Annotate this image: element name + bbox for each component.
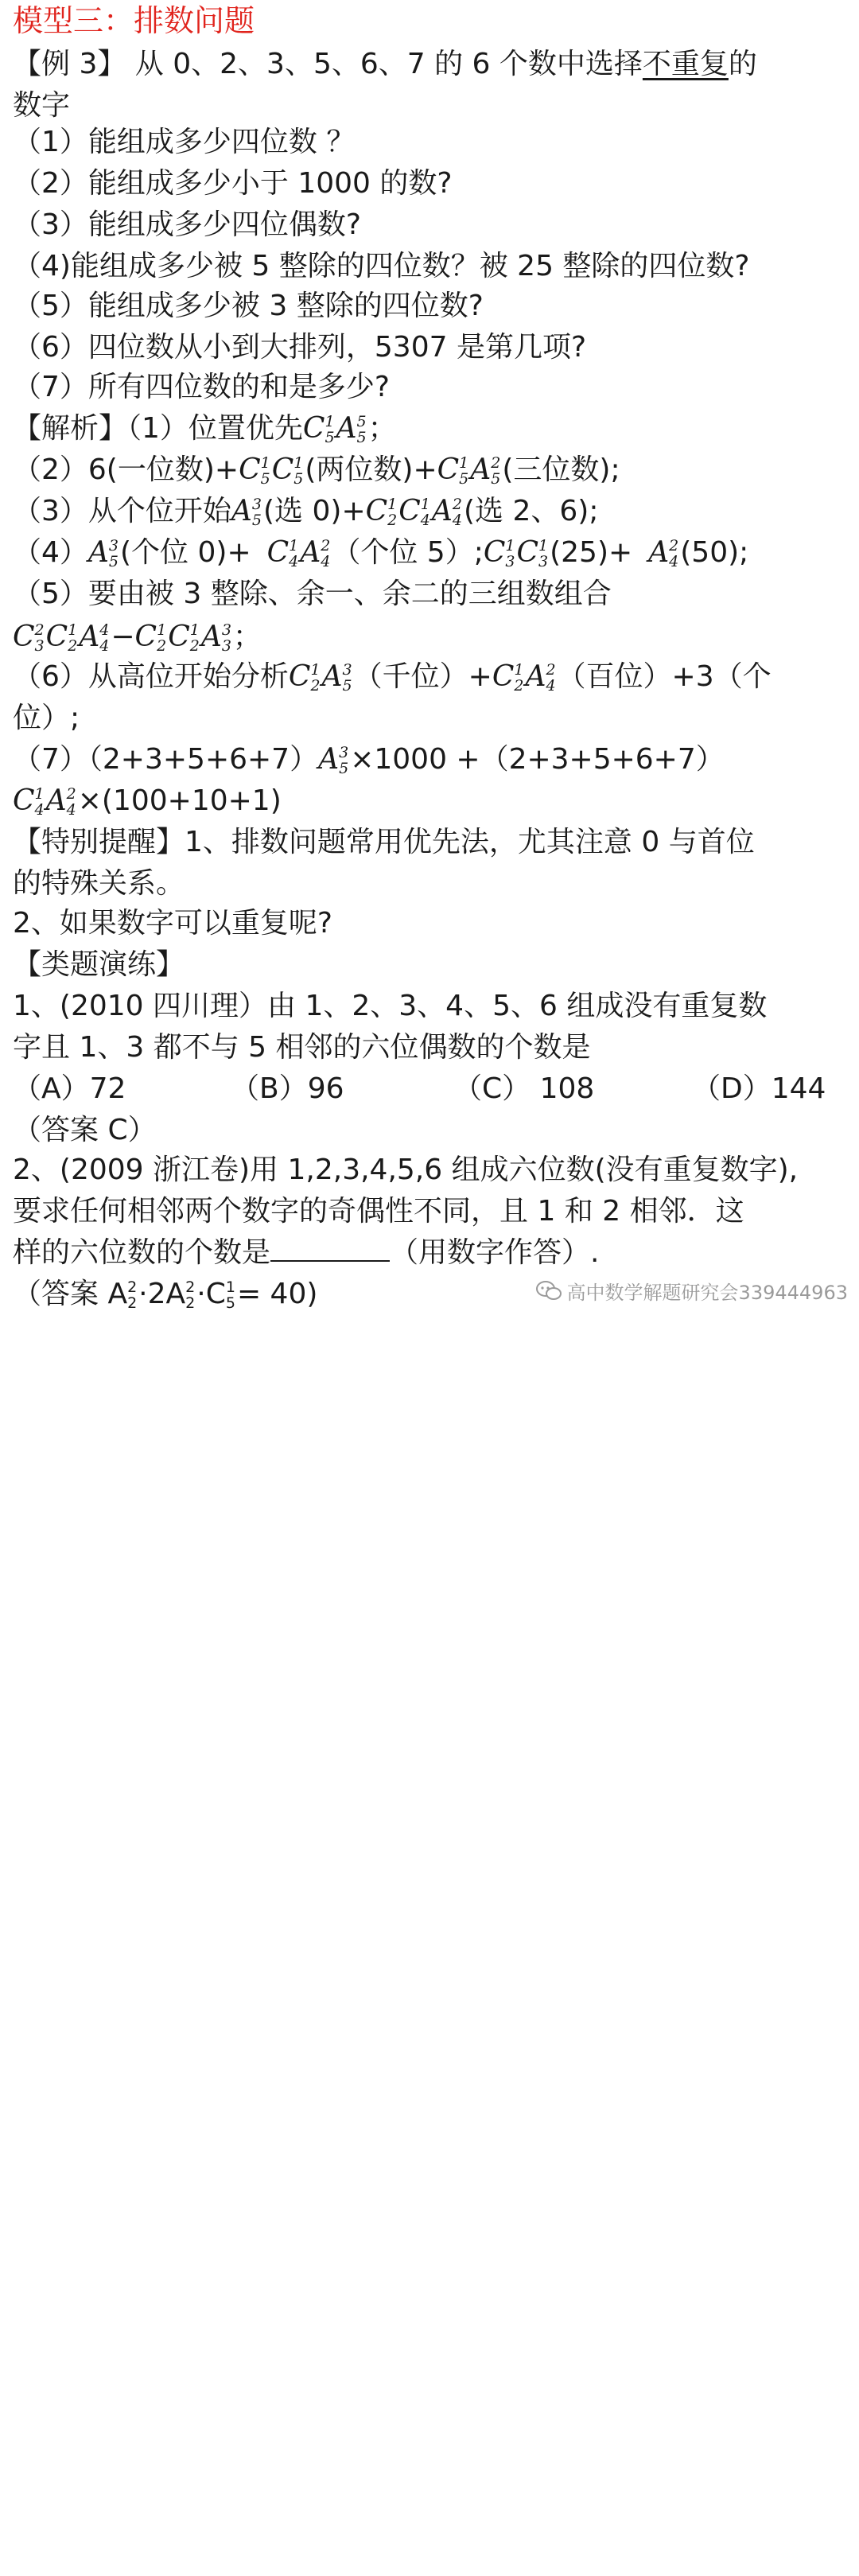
example-text-end: 的 xyxy=(728,48,757,80)
question-6: （6）四位数从小到大排列，5307 是第几项? xyxy=(13,331,587,364)
math-indices: 1 5 xyxy=(225,1278,235,1312)
answer-text: ·C xyxy=(196,1278,226,1310)
example-line-1 xyxy=(13,44,757,85)
math-symbol: C xyxy=(13,621,35,653)
math-symbol: C xyxy=(134,621,157,653)
answer-text: （答案 A xyxy=(13,1278,128,1310)
solution-7-cont xyxy=(13,780,282,822)
practice-q2-line-2: 要求任何相邻两个数字的奇偶性不同，且 1 和 2 相邻．这 xyxy=(13,1195,744,1228)
solution-3 xyxy=(13,491,598,532)
math-symbol: A xyxy=(318,743,340,776)
watermark xyxy=(535,1277,848,1305)
math-symbol: C xyxy=(398,495,421,527)
practice-q1-answer: （答案 C） xyxy=(13,1114,157,1146)
math-indices: 4 4 xyxy=(99,621,110,655)
math-indices: 2 4 xyxy=(452,496,462,529)
practice-q2-answer xyxy=(13,1274,317,1315)
answer-text: = 40) xyxy=(236,1278,318,1310)
math-indices: 2 4 xyxy=(321,537,331,570)
option-c: （C） 108 xyxy=(453,1072,595,1105)
question-text: 样的六位数的个数是 xyxy=(13,1236,271,1269)
question-3: （3）能组成多少四位偶数? xyxy=(13,208,362,241)
math-symbol: A xyxy=(300,536,321,569)
solution-text: (三位数); xyxy=(502,453,620,486)
math-indices: 1 5 xyxy=(325,413,335,446)
math-indices: 5 5 xyxy=(356,413,367,446)
math-symbol: C xyxy=(271,453,294,486)
math-symbol: A xyxy=(431,495,453,527)
question-text: （用数字作答）. xyxy=(390,1236,600,1269)
math-indices: 2 5 xyxy=(491,454,501,488)
math-indices: 1 2 xyxy=(157,621,167,655)
option-b: （B）96 xyxy=(231,1072,344,1105)
practice-heading: 【类题演练】 xyxy=(13,948,185,981)
question-7: （7）所有四位数的和是多少? xyxy=(13,371,391,403)
math-symbol: A xyxy=(45,784,67,817)
example-line-2: 数字 xyxy=(13,89,71,122)
math-indices: 2 2 xyxy=(127,1278,138,1312)
math-indices: 1 2 xyxy=(68,621,78,655)
solution-text: ×1000 +（2+3+5+6+7） xyxy=(350,743,725,776)
solution-text: （7）（2+3+5+6+7） xyxy=(13,743,319,776)
question-1: （1）能组成多少四位数 ？ xyxy=(13,126,356,158)
math-symbol: C xyxy=(45,621,68,653)
solution-text: ×(100+10+1) xyxy=(77,784,282,817)
underlined-keyword: 不重复 xyxy=(642,48,729,80)
math-indices: 1 5 xyxy=(260,454,270,488)
math-indices: 1 4 xyxy=(420,496,430,529)
practice-q1-line-2: 字且 1、3 都不与 5 相邻的六位偶数的个数是 xyxy=(13,1031,591,1064)
math-indices: 2 4 xyxy=(66,785,76,819)
solution-text: ； xyxy=(367,412,397,445)
math-symbol: A xyxy=(200,621,222,653)
math-indices: 3 5 xyxy=(108,537,119,570)
solution-text: （3）从个位开始 xyxy=(13,495,231,527)
math-symbol: A xyxy=(336,412,357,445)
answer-text: ·2A xyxy=(138,1278,186,1310)
math-indices: 2 2 xyxy=(185,1278,196,1312)
solution-6-cont: 位）; xyxy=(13,702,80,734)
math-symbol: C xyxy=(266,536,290,569)
math-symbol: C xyxy=(168,621,190,653)
math-indices: 1 2 xyxy=(387,496,398,529)
solution-1 xyxy=(13,408,397,449)
practice-q2-line-1: 2、(2009 浙江卷)用 1,2,3,4,5,6 组成六位数(没有重复数字), xyxy=(13,1154,799,1186)
solution-text: （个位 5）; xyxy=(332,536,484,569)
math-symbol: A xyxy=(321,660,343,693)
math-symbol: C xyxy=(492,660,515,693)
math-indices: 1 2 xyxy=(514,661,524,695)
math-symbol: A xyxy=(470,453,492,486)
question-5: （5）能组成多少被 3 整除的四位数? xyxy=(13,290,484,322)
math-symbol: A xyxy=(231,495,252,527)
math-indices: 3 3 xyxy=(221,621,231,655)
solution-2 xyxy=(13,449,620,491)
solution-text: (50); xyxy=(680,536,749,569)
question-2: （2）能组成多少小于 1000 的数? xyxy=(13,167,453,200)
math-indices: 2 4 xyxy=(669,537,679,570)
math-symbol: C xyxy=(437,453,460,486)
math-symbol: A xyxy=(87,536,109,569)
minus-sign: − xyxy=(111,621,135,653)
solution-7 xyxy=(13,739,725,780)
practice-q2-line-3 xyxy=(13,1232,599,1274)
chat-bubble-icon xyxy=(535,1279,562,1303)
solution-text: （2）6(一位数)+ xyxy=(13,453,239,486)
math-symbol: C xyxy=(239,453,261,486)
math-symbol: C xyxy=(302,412,325,445)
reminder-line-1: 【特别提醒】1、排数问题常用优先法，尤其注意 0 与首位 xyxy=(13,826,755,858)
solution-text: (25)+ xyxy=(550,536,633,569)
solution-text: （千位）+ xyxy=(353,660,492,693)
solution-5-formula xyxy=(13,617,262,658)
solution-label: 【解析】（1）位置优先 xyxy=(13,412,303,445)
math-indices: 3 5 xyxy=(342,661,352,695)
math-indices: 1 3 xyxy=(538,537,549,570)
watermark-text: 高中数学解题研究会339444963 xyxy=(566,1282,848,1304)
solution-text: （4） xyxy=(13,536,88,569)
question-4: （4)能组成多少被 5 整除的四位数？被 25 整除的四位数? xyxy=(13,250,750,282)
math-indices: 2 3 xyxy=(34,621,45,655)
solution-text: （6）从高位开始分析 xyxy=(13,660,289,693)
math-symbol: C xyxy=(288,660,311,693)
math-symbol: A xyxy=(525,660,546,693)
solution-5: （5）要由被 3 整除、余一、余二的三组数组合 xyxy=(13,578,612,610)
math-indices: 1 4 xyxy=(289,537,299,570)
math-indices: 1 5 xyxy=(293,454,304,488)
math-symbol: C xyxy=(13,784,35,817)
solution-text: (两位数)+ xyxy=(305,453,437,486)
reminder-line-3: 2、如果数字可以重复呢? xyxy=(13,907,333,940)
math-indices: 1 4 xyxy=(34,785,45,819)
solution-text: (选 2、6); xyxy=(463,495,599,527)
solution-text: ； xyxy=(232,621,262,653)
math-indices: 1 3 xyxy=(505,537,515,570)
solution-6 xyxy=(13,656,772,698)
math-indices: 3 5 xyxy=(251,496,262,529)
solution-text: (选 0)+ xyxy=(263,495,366,527)
solution-text: （百位）+3（个 xyxy=(557,660,772,693)
math-indices: 2 4 xyxy=(546,661,556,695)
solution-4 xyxy=(13,532,748,574)
math-indices: 3 5 xyxy=(339,744,349,777)
math-indices: 1 2 xyxy=(189,621,200,655)
practice-q1-line-1: 1、(2010 四川理）由 1、2、3、4、5、6 组成没有重复数 xyxy=(13,990,768,1022)
example-text: 【例 3】 从 0、2、3、5、6、7 的 6 个数中选择 xyxy=(13,48,643,80)
math-symbol: C xyxy=(516,536,539,569)
option-d: （D）144 xyxy=(692,1072,826,1105)
section-title: 模型三：排数问题 xyxy=(13,3,255,38)
option-a: （A）72 xyxy=(13,1072,126,1105)
solution-text: (个位 0)+ xyxy=(120,536,251,569)
math-symbol: A xyxy=(648,536,670,569)
math-symbol: C xyxy=(365,495,388,527)
math-symbol: C xyxy=(483,536,506,569)
math-indices: 1 2 xyxy=(310,661,321,695)
answer-blank xyxy=(270,1236,390,1262)
math-symbol: A xyxy=(79,621,100,653)
math-indices: 1 5 xyxy=(459,454,469,488)
reminder-line-2: 的特殊关系。 xyxy=(13,867,185,900)
